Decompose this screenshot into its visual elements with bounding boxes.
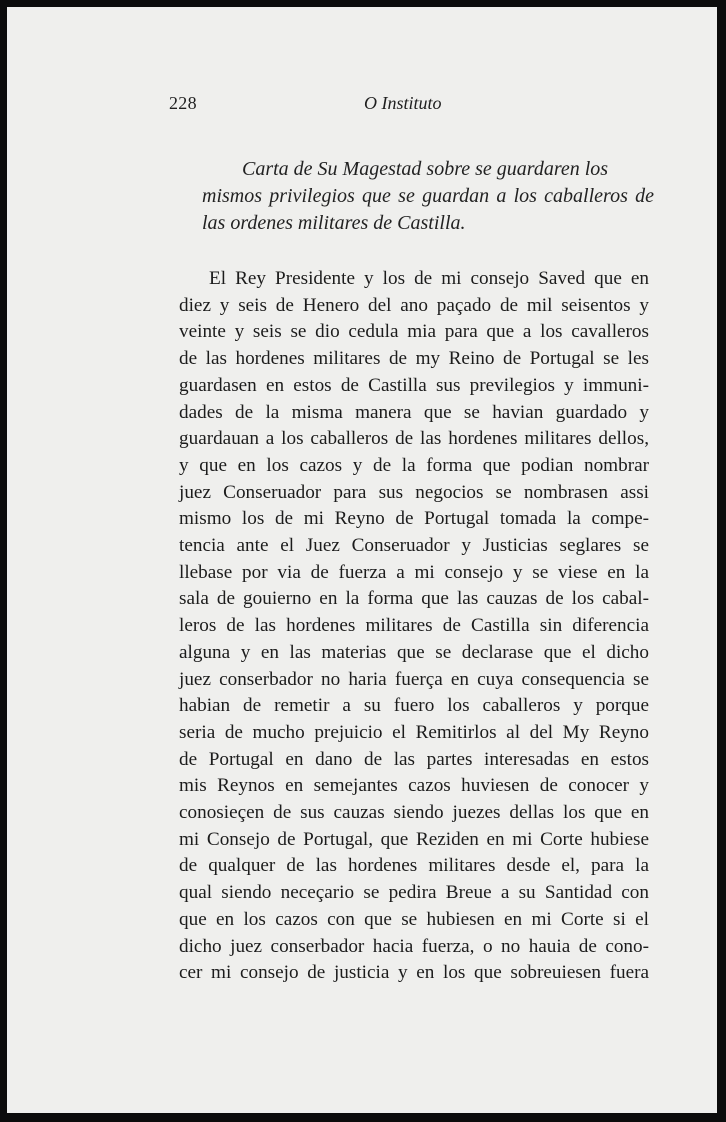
body-line: juez Conseruador para sus negocios se nombrasen assi <box>179 481 649 503</box>
body-line: de Portugal en dano de las partes interesadas en estos <box>179 748 649 770</box>
body-line: leros de las hordenes militares de Castilla sin diferencia <box>179 615 649 637</box>
body-line: sala de gouierno en la forma que las cauzas de los cabal- <box>179 588 649 610</box>
body-line: de las hordenes militares de my Reino de Portugal se les <box>179 348 649 370</box>
body-line: y que en los cazos y de la forma que podian nombrar <box>179 454 649 476</box>
body-line: que en los cazos con que se hubiesen en mi Corte si el <box>179 908 649 930</box>
body-line: diez y seis de Henero del ano paçado de mil seisentos y <box>179 294 649 316</box>
body-line: guardasen en estos de Castilla sus previlegios y immuni- <box>179 374 649 396</box>
body-line: mi Consejo de Portugal, que Reziden en mi Corte hubiese <box>179 828 649 850</box>
body-line: tencia ante el Juez Conseruador y Justicias seglares se <box>179 535 649 557</box>
body-line: cer mi consejo de justicia y en los que sobreuiesen fuera <box>179 962 649 984</box>
body-line: conosieçen de sus cauzas siendo juezes dellas los que en <box>179 802 649 824</box>
body-line: alguna y en las materias que se declarase que el dicho <box>179 641 649 663</box>
body-line: seria de mucho prejuicio el Remitirlos al del My Reyno <box>179 721 649 743</box>
caption-line: mismos privilegios que se guardan a los caballeros de <box>202 185 654 207</box>
caption-line: las ordenes militares de Castilla. <box>202 212 466 234</box>
page-number: 228 <box>169 93 197 113</box>
body-line: dicho juez conserbador hacia fuerza, o no hauia de cono- <box>179 935 649 957</box>
body-line: veinte y seis se dio cedula mia para que a los cavalleros <box>179 321 649 343</box>
running-title: O Instituto <box>364 93 442 113</box>
body-line: de qualquer de las hordenes militares desde el, para la <box>179 855 649 877</box>
body-line: El Rey Presidente y los de mi consejo Saved que en <box>209 268 649 289</box>
body-text <box>179 266 649 987</box>
letter-caption <box>202 156 654 237</box>
book-page <box>7 7 717 1113</box>
body-line: guardauan a los caballeros de las hordenes militares dellos, <box>179 428 649 450</box>
body-line: habian de remetir a su fuero los caballeros y porque <box>179 695 649 717</box>
body-line: juez conserbador no haria fuerça en cuya consequencia se <box>179 668 649 690</box>
body-line: qual siendo neceçario se pedira Breue a su Santidad con <box>179 882 649 904</box>
caption-line: Carta de Su Magestad sobre se guardaren los <box>242 158 609 180</box>
body-line: mismo los de mi Reyno de Portugal tomada la compe- <box>179 508 649 530</box>
page-header <box>169 89 469 119</box>
body-line: mis Reynos en semejantes cazos huviesen de conocer y <box>179 775 649 797</box>
body-line: dades de la misma manera que se havian guardado y <box>179 401 649 423</box>
body-line: llebase por via de fuerza a mi consejo y se viese en la <box>179 561 649 583</box>
